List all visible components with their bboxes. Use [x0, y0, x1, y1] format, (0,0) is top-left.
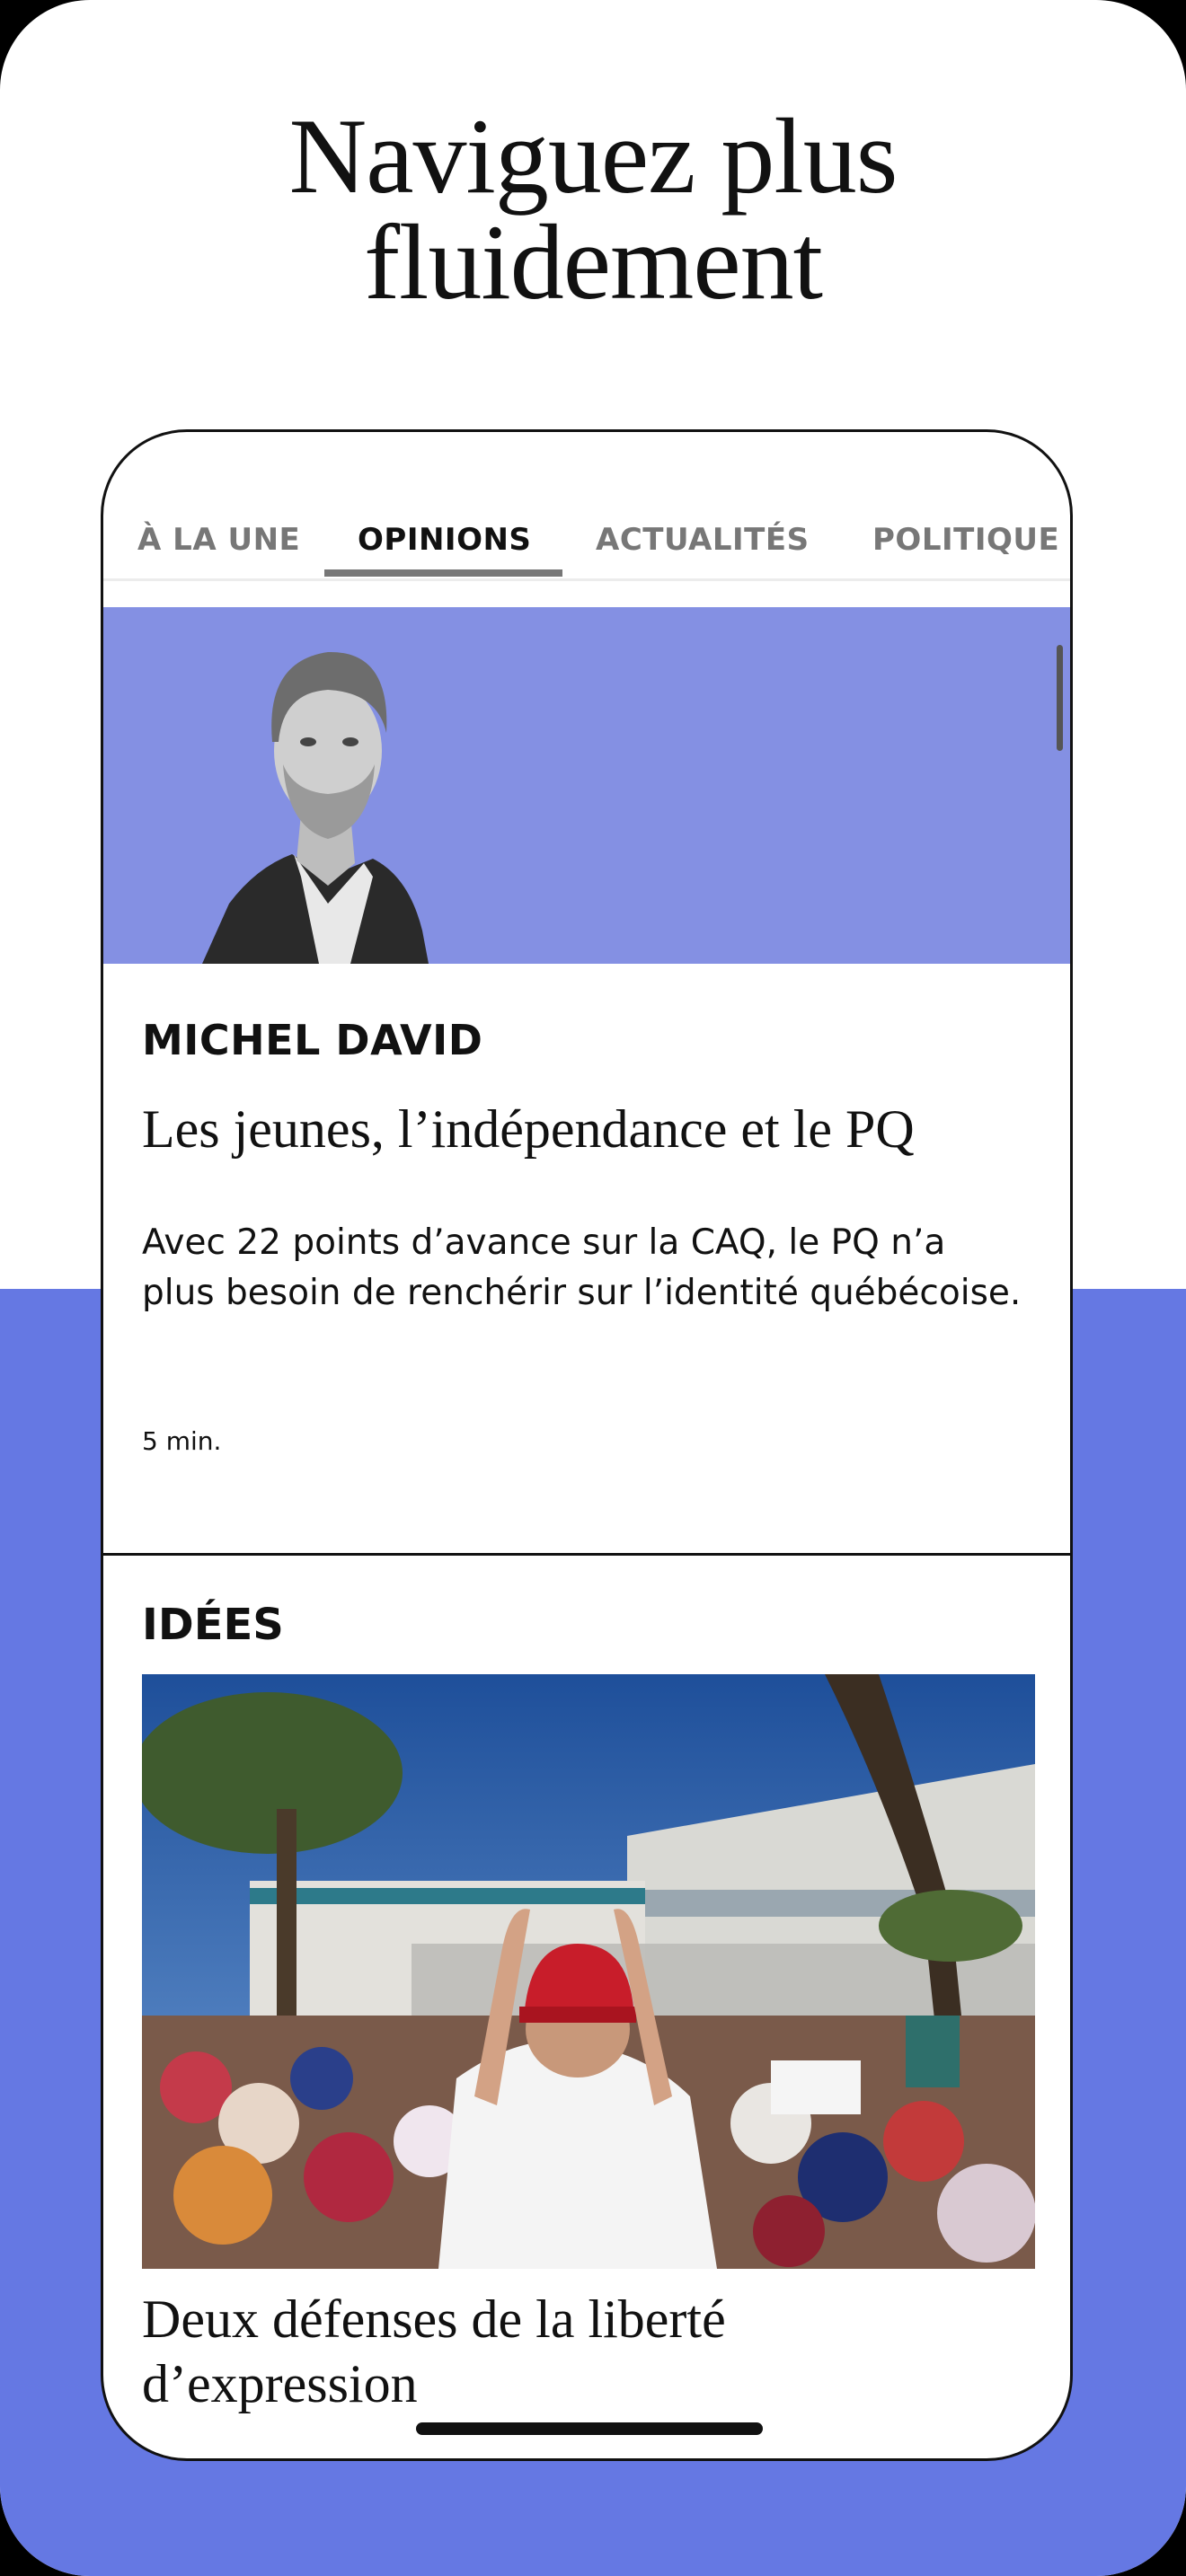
- idees-article-title[interactable]: Deux défenses de la liberté d’expression: [142, 2289, 726, 2413]
- promo-headline-line1: Naviguez plus: [288, 96, 898, 216]
- columnist-portrait-icon: [193, 607, 445, 964]
- section-label-idees[interactable]: IDÉES: [142, 1600, 284, 1650]
- article-read-time: 5 min.: [142, 1426, 222, 1456]
- columnist-banner[interactable]: [103, 607, 1070, 964]
- article-photo[interactable]: [142, 1674, 1035, 2269]
- tab-opinions[interactable]: OPINIONS: [358, 522, 532, 558]
- promo-headline: [0, 96, 1186, 322]
- promo-headline-line2: fluidement: [364, 202, 822, 322]
- active-tab-indicator: [324, 569, 562, 577]
- tab-politique[interactable]: POLITIQUE: [872, 522, 1060, 558]
- memorial-photo-icon: [142, 1674, 1035, 2269]
- section-divider: [103, 1553, 1070, 1556]
- home-indicator[interactable]: [416, 2422, 763, 2435]
- phone-frame: [101, 429, 1073, 2461]
- section-tabs: [103, 432, 1070, 581]
- article-author[interactable]: MICHEL DAVID: [142, 1016, 483, 1064]
- tab-actualites[interactable]: ACTUALITÉS: [596, 522, 810, 558]
- tab-a-la-une[interactable]: À LA UNE: [137, 522, 301, 558]
- article-title[interactable]: Les jeunes, l’indépendance et le PQ: [142, 1099, 915, 1159]
- article-description: Avec 22 points d’avance sur la CAQ, le PQ n’a plus besoin de renchérir sur l’identité québécoise.: [142, 1222, 1022, 1313]
- scrollbar-thumb[interactable]: [1057, 645, 1063, 751]
